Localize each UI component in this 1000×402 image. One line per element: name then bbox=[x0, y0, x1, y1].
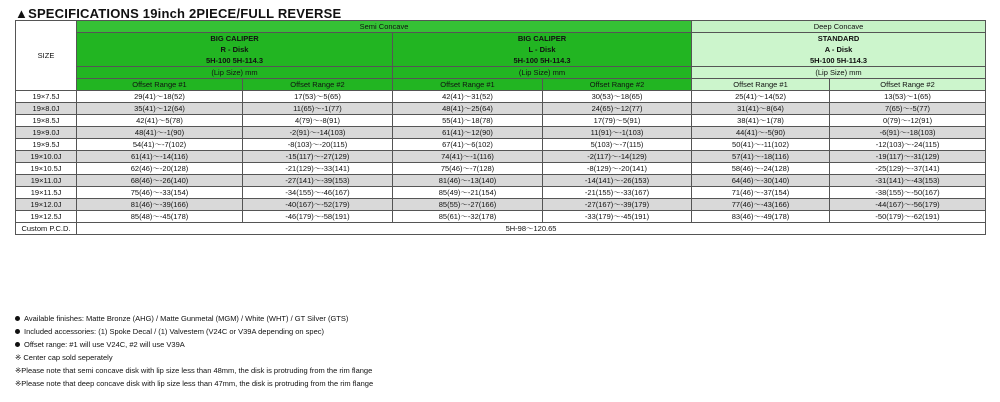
offset-cell: -8(129)〜-20(141) bbox=[543, 163, 692, 175]
size-cell: 19×10.5J bbox=[16, 163, 77, 175]
offset-cell: 17(79)〜5(91) bbox=[543, 115, 692, 127]
offset-range-2-r: Offset Range #2 bbox=[243, 79, 393, 91]
offset-cell: -21(155)〜-33(167) bbox=[543, 187, 692, 199]
group-r-disk-label: R - Disk bbox=[220, 45, 249, 54]
size-header: SIZE bbox=[16, 21, 77, 91]
semi-concave-header: Semi Concave bbox=[77, 21, 692, 33]
offset-cell: 67(41)〜6(102) bbox=[393, 139, 543, 151]
offset-cell: -12(103)〜-24(115) bbox=[830, 139, 986, 151]
offset-cell: 68(46)〜-26(140) bbox=[77, 175, 243, 187]
note-accessories-text: Included accessories: (1) Spoke Decal / (1) Valvestem (V24C or V39A depending on spec) bbox=[24, 327, 325, 336]
offset-cell: -33(179)〜-45(191) bbox=[543, 211, 692, 223]
table-row bbox=[16, 187, 986, 199]
offset-cell: -21(129)〜-33(141) bbox=[243, 163, 393, 175]
group-l-disk bbox=[393, 33, 692, 67]
page-title: ▲SPECIFICATIONS 19inch 2PIECE/FULL REVERSE bbox=[15, 6, 342, 21]
offset-cell: 75(46)〜-33(154) bbox=[77, 187, 243, 199]
offset-cell: 81(46)〜-13(140) bbox=[393, 175, 543, 187]
size-cell: 19×12.5J bbox=[16, 211, 77, 223]
offset-cell: 85(61)〜-32(178) bbox=[393, 211, 543, 223]
offset-cell: -6(91)〜-18(103) bbox=[830, 127, 986, 139]
group-l-name: BIG CALIPER bbox=[517, 34, 567, 43]
offset-cell: 83(46)〜-49(178) bbox=[692, 211, 830, 223]
size-cell: 19×8.5J bbox=[16, 115, 77, 127]
lip-size-a: (Lip Size) mm bbox=[692, 67, 986, 79]
offset-cell: 25(41)〜14(52) bbox=[692, 91, 830, 103]
size-cell: 19×10.0J bbox=[16, 151, 77, 163]
offset-cell: -38(155)〜-50(167) bbox=[830, 187, 986, 199]
offset-cell: -46(179)〜-58(191) bbox=[243, 211, 393, 223]
size-cell: 19×11.5J bbox=[16, 187, 77, 199]
offset-cell: 55(41)〜18(78) bbox=[393, 115, 543, 127]
offset-cell: 11(91)〜-1(103) bbox=[543, 127, 692, 139]
note-accessories bbox=[15, 325, 373, 338]
bullet-icon bbox=[15, 329, 20, 334]
offset-cell: 85(48)〜-45(178) bbox=[77, 211, 243, 223]
table-row bbox=[16, 139, 986, 151]
offset-cell: -2(117)〜-14(129) bbox=[543, 151, 692, 163]
custom-pcd-label: Custom P.C.D. bbox=[16, 223, 77, 235]
note-center-cap: ※ Center cap sold seperately bbox=[15, 353, 113, 362]
table-row bbox=[16, 115, 986, 127]
offset-cell: 75(46)〜-7(128) bbox=[393, 163, 543, 175]
group-r-disk bbox=[77, 33, 393, 67]
offset-cell: -19(117)〜-31(129) bbox=[830, 151, 986, 163]
bullet-icon bbox=[15, 342, 20, 347]
note-offset bbox=[15, 338, 373, 351]
offset-cell: 42(41)〜31(52) bbox=[393, 91, 543, 103]
offset-cell: -8(103)〜-20(115) bbox=[243, 139, 393, 151]
table-row bbox=[16, 199, 986, 211]
offset-cell: 61(41)〜12(90) bbox=[393, 127, 543, 139]
note-finishes bbox=[15, 312, 373, 325]
deep-concave-header: Deep Concave bbox=[692, 21, 986, 33]
offset-cell: -27(141)〜-39(153) bbox=[243, 175, 393, 187]
offset-cell: -40(167)〜-52(179) bbox=[243, 199, 393, 211]
table-row bbox=[16, 163, 986, 175]
offset-cell: 13(53)〜1(65) bbox=[830, 91, 986, 103]
group-l-pcd: 5H-100 5H-114.3 bbox=[513, 56, 571, 65]
offset-cell: -27(167)〜-39(179) bbox=[543, 199, 692, 211]
offset-cell: -15(117)〜-27(129) bbox=[243, 151, 393, 163]
offset-cell: 35(41)〜12(64) bbox=[77, 103, 243, 115]
offset-cell: 42(41)〜5(78) bbox=[77, 115, 243, 127]
lip-size-l: (Lip Size) mm bbox=[393, 67, 692, 79]
offset-range-2-l: Offset Range #2 bbox=[543, 79, 692, 91]
notes bbox=[15, 312, 373, 390]
offset-range-2-a: Offset Range #2 bbox=[830, 79, 986, 91]
lip-size-r: (Lip Size) mm bbox=[77, 67, 393, 79]
offset-cell: 77(46)〜-43(166) bbox=[692, 199, 830, 211]
bullet-icon bbox=[15, 316, 20, 321]
offset-cell: -14(141)〜-26(153) bbox=[543, 175, 692, 187]
note-finishes-text: Available finishes: Matte Bronze (AHG) / Matte Gunmetal (MGM) / White (WHT) / GT Silver (GTS) bbox=[24, 314, 349, 323]
table-row bbox=[16, 103, 986, 115]
offset-cell: 0(79)〜-12(91) bbox=[830, 115, 986, 127]
group-a-disk-label: A - Disk bbox=[824, 45, 853, 54]
table-row bbox=[16, 151, 986, 163]
size-cell: 19×11.0J bbox=[16, 175, 77, 187]
offset-cell: 54(41)〜-7(102) bbox=[77, 139, 243, 151]
offset-cell: 17(53)〜5(65) bbox=[243, 91, 393, 103]
offset-cell: 38(41)〜1(78) bbox=[692, 115, 830, 127]
note-offset-text: Offset range: #1 will use V24C, #2 will use V39A bbox=[24, 340, 185, 349]
offset-cell: 85(55)〜-27(166) bbox=[393, 199, 543, 211]
offset-cell: 58(46)〜-24(128) bbox=[692, 163, 830, 175]
size-cell: 19×7.5J bbox=[16, 91, 77, 103]
offset-cell: 30(53)〜18(65) bbox=[543, 91, 692, 103]
offset-cell: -34(155)〜-46(167) bbox=[243, 187, 393, 199]
group-l-disk-label: L - Disk bbox=[528, 45, 556, 54]
offset-cell: 4(79)〜-8(91) bbox=[243, 115, 393, 127]
size-cell: 19×9.0J bbox=[16, 127, 77, 139]
offset-cell: 71(46)〜-37(154) bbox=[692, 187, 830, 199]
group-r-pcd: 5H-100 5H-114.3 bbox=[205, 56, 264, 65]
offset-cell: 57(41)〜-18(116) bbox=[692, 151, 830, 163]
offset-cell: 5(103)〜-7(115) bbox=[543, 139, 692, 151]
offset-cell: 7(65)〜-5(77) bbox=[830, 103, 986, 115]
offset-cell: 81(46)〜-39(166) bbox=[77, 199, 243, 211]
offset-cell: 31(41)〜8(64) bbox=[692, 103, 830, 115]
group-r-name: BIG CALIPER bbox=[210, 34, 259, 43]
group-a-name: STANDARD bbox=[817, 34, 860, 43]
table-row bbox=[16, 211, 986, 223]
offset-cell: 64(46)〜-30(140) bbox=[692, 175, 830, 187]
offset-range-1-l: Offset Range #1 bbox=[393, 79, 543, 91]
table-row bbox=[16, 91, 986, 103]
offset-cell: 29(41)〜18(52) bbox=[77, 91, 243, 103]
offset-cell: 74(41)〜-1(116) bbox=[393, 151, 543, 163]
offset-cell: -2(91)〜-14(103) bbox=[243, 127, 393, 139]
group-a-disk bbox=[692, 33, 986, 67]
offset-range-1-a: Offset Range #1 bbox=[692, 79, 830, 91]
offset-cell: -25(129)〜-37(141) bbox=[830, 163, 986, 175]
note-deep-concave: ※Please note that deep concave disk with lip size less than 47mm, the disk is protruding from the rim flange bbox=[15, 379, 374, 388]
offset-cell: 61(41)〜-14(116) bbox=[77, 151, 243, 163]
spec-rows bbox=[16, 91, 986, 223]
offset-cell: -44(167)〜-56(179) bbox=[830, 199, 986, 211]
offset-cell: -31(141)〜-43(153) bbox=[830, 175, 986, 187]
table-row bbox=[16, 175, 986, 187]
spec-table bbox=[15, 20, 986, 235]
offset-cell: 44(41)〜-5(90) bbox=[692, 127, 830, 139]
offset-cell: 85(49)〜-21(154) bbox=[393, 187, 543, 199]
offset-cell: 62(46)〜-20(128) bbox=[77, 163, 243, 175]
custom-pcd-value: 5H-98〜120.65 bbox=[77, 223, 986, 235]
note-semi-concave: ※Please note that semi concave disk with lip size less than 48mm, the disk is protruding from the rim flange bbox=[15, 366, 373, 375]
offset-cell: 48(41)〜-1(90) bbox=[77, 127, 243, 139]
offset-cell: 50(41)〜-11(102) bbox=[692, 139, 830, 151]
offset-cell: 48(41)〜25(64) bbox=[393, 103, 543, 115]
offset-cell: -50(179)〜-62(191) bbox=[830, 211, 986, 223]
offset-cell: 24(65)〜12(77) bbox=[543, 103, 692, 115]
offset-range-1-r: Offset Range #1 bbox=[77, 79, 243, 91]
group-a-pcd: 5H-100 5H-114.3 bbox=[809, 56, 868, 65]
size-cell: 19×12.0J bbox=[16, 199, 77, 211]
table-row bbox=[16, 127, 986, 139]
offset-cell: 11(65)〜-1(77) bbox=[243, 103, 393, 115]
size-cell: 19×8.0J bbox=[16, 103, 77, 115]
size-cell: 19×9.5J bbox=[16, 139, 77, 151]
